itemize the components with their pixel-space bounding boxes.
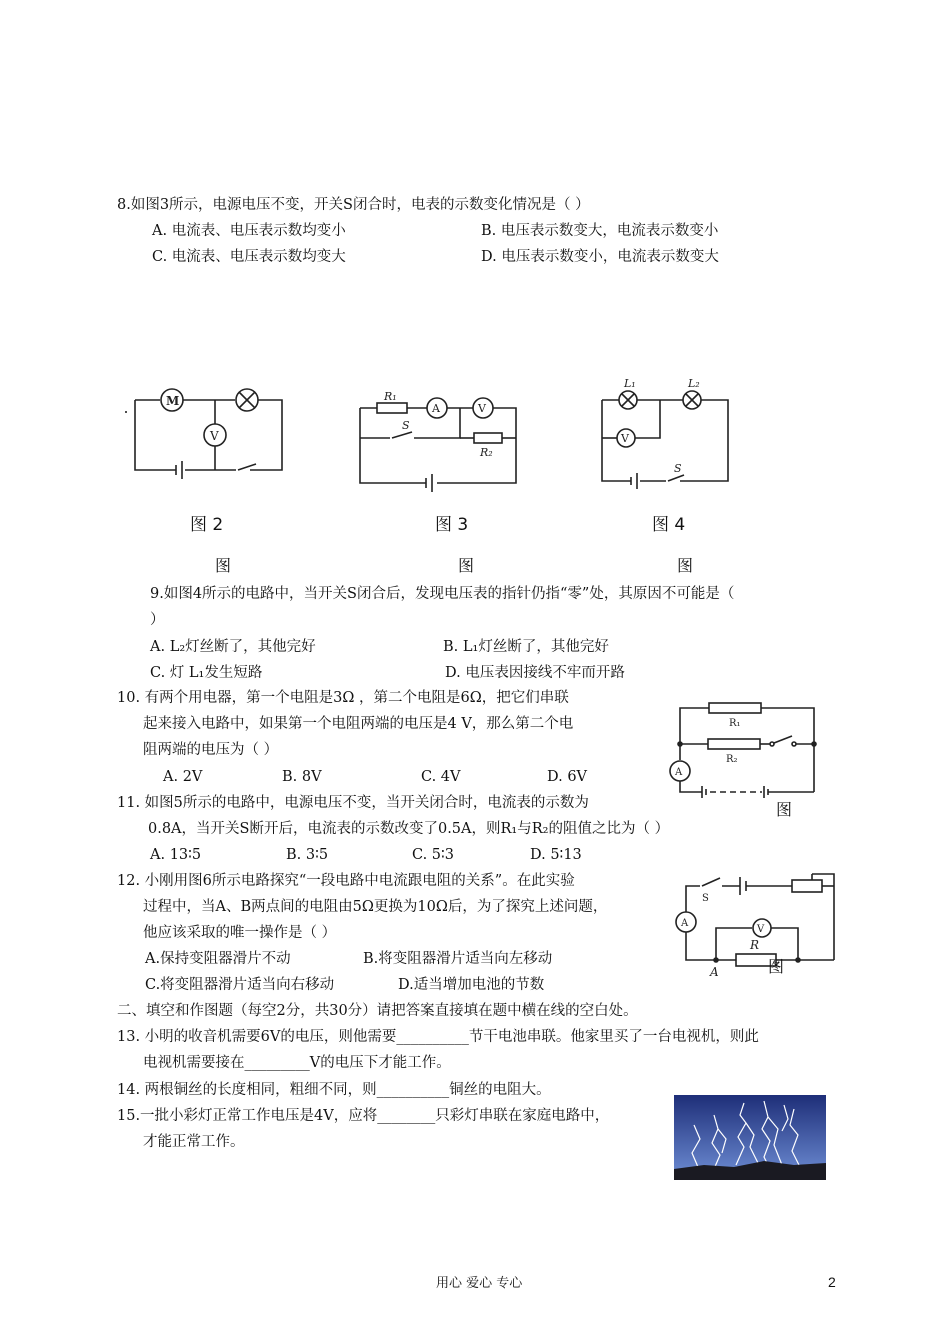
q10-line-2: 起来接入电路中，如果第一个电阻两端的电压是4 V，那么第二个电 [143,716,574,732]
q10-option-a: A. 2V [163,769,203,785]
q12-option-a: A.保持变阻器滑片不动 [145,951,291,967]
figure-4-caption: 图 4 [652,515,686,535]
q12-line-3: 他应该采取的唯一操作是（ ） [143,925,337,941]
figure-6-note: 图 [768,957,785,976]
q10-line-3: 阻两端的电压为（ ） [143,742,279,758]
resistor-label: R [750,938,760,952]
figure-4-note: 图 [677,556,694,575]
figure-2-circuit [120,385,290,485]
figure-5-note: 图 [776,800,793,819]
q15-line-1: 15.一批小彩灯正常工作电压是4V，应将________只彩灯串联在家庭电路中， [117,1108,610,1124]
switch-label: S [402,419,410,432]
q13-line-1: 13. 小明的收音机需要6V的电压，则他需要__________节干电池串联。他家里买了一台电视机，则此 [117,1029,759,1045]
q8-option-d: D. 电压表示数变小，电流表示数变大 [481,249,719,265]
q15-line-2: 才能正常工作。 [143,1134,245,1150]
figure-3-caption: 图 3 [435,515,469,535]
q9-option-a: A. L₂灯丝断了，其他完好 [150,639,316,655]
q14-line-1: 14. 两根铜丝的长度相同，粗细不同，则__________铜丝的电阻大。 [117,1082,551,1098]
q8-stem: 8.如图3所示，电源电压不变，开关S闭合时，电表的示数变化情况是（ ） [117,197,590,213]
r2-label: R₂ [480,446,493,459]
l2-label: L₂ [688,377,700,390]
q8-option-b: B. 电压表示数变大，电流表示数变小 [481,223,719,239]
figure-3-circuit [352,388,522,488]
ammeter-label: A [681,918,689,929]
figure-2-caption: 图 2 [190,515,224,535]
q11-line-2: 0.8A，当开关S断开后，电流表的示数改变了0.5A，则R₁与R₂的阻值之比为（ ） [148,821,670,837]
figure-3-note: 图 [458,556,475,575]
figure-6-circuit [668,868,840,978]
switch-label: S [702,893,709,904]
figure-2-note: 图 [215,556,232,575]
page-number: 2 [828,1274,836,1290]
point-a-label: A [710,965,719,979]
q8-option-c: C. 电流表、电压表示数均变大 [152,249,346,265]
section-2-title: 二、填空和作图题（每空2分，共30分）请把答案直接填在题中横在线的空白处。 [117,1003,638,1019]
q12-option-d: D.适当增加电池的节数 [398,977,545,993]
lightning-photo [674,1095,826,1180]
r1-label: R₁ [384,390,397,403]
q9-option-b: B. L₁灯丝断了，其他完好 [443,639,609,655]
figure-4-circuit [598,378,738,488]
switch-label: S [674,462,682,475]
q11-option-d: D. 5∶13 [530,847,582,863]
voltmeter-label: V [757,924,765,935]
q11-option-c: C. 5∶3 [412,847,455,863]
q12-option-c: C.将变阻器滑片适当向右移动 [145,977,335,993]
q9-stem-cont: ） [150,612,165,628]
q11-option-a: A. 13∶5 [150,847,202,863]
q8-option-a: A. 电流表、电压表示数均变小 [152,223,346,239]
q9-option-c: C. 灯 L₁发生短路 [150,665,263,681]
q10-option-b: B. 8V [282,769,322,785]
q11-line-1: 11. 如图5所示的电路中，电源电压不变，当开关闭合时，电流表的示数为 [117,795,589,811]
q12-line-1: 12. 小刚用图6所示电路探究“一段电路中电流跟电阻的关系”。在此实验 [117,873,575,889]
r1-label: R₁ [729,718,741,729]
r2-label: R₂ [726,754,738,765]
q10-option-d: D. 6V [547,769,588,785]
voltmeter-label: V [478,402,486,415]
figure-5-circuit [664,700,824,800]
voltmeter-label: V [210,429,219,443]
footer-motto: 用心 爱心 专心 [436,1276,523,1291]
q12-line-2: 过程中，当A、B两点间的电阻由5Ω更换为10Ω后，为了探究上述问题， [143,899,608,915]
q9-stem: 9.如图4所示的电路中，当开关S闭合后，发现电压表的指针仍指“零”处，其原因不可能是（ [150,586,735,602]
ammeter-label: A [675,767,683,778]
l1-label: L₁ [624,377,636,390]
q12-option-b: B.将变阻器滑片适当向左移动 [363,951,553,967]
motor-label: M [166,394,180,408]
q13-line-2: 电视机需要接在_________V的电压下才能工作。 [143,1055,451,1071]
ammeter-label: A [432,402,440,415]
q10-line-1: 10. 有两个用电器，第一个电阻是3Ω ，第二个电阻是6Ω，把它们串联 [117,690,569,706]
voltmeter-label: V [621,432,629,445]
q9-option-d: D. 电压表因接线不牢而开路 [445,665,625,681]
q10-option-c: C. 4V [421,769,461,785]
q11-option-b: B. 3∶5 [286,847,329,863]
